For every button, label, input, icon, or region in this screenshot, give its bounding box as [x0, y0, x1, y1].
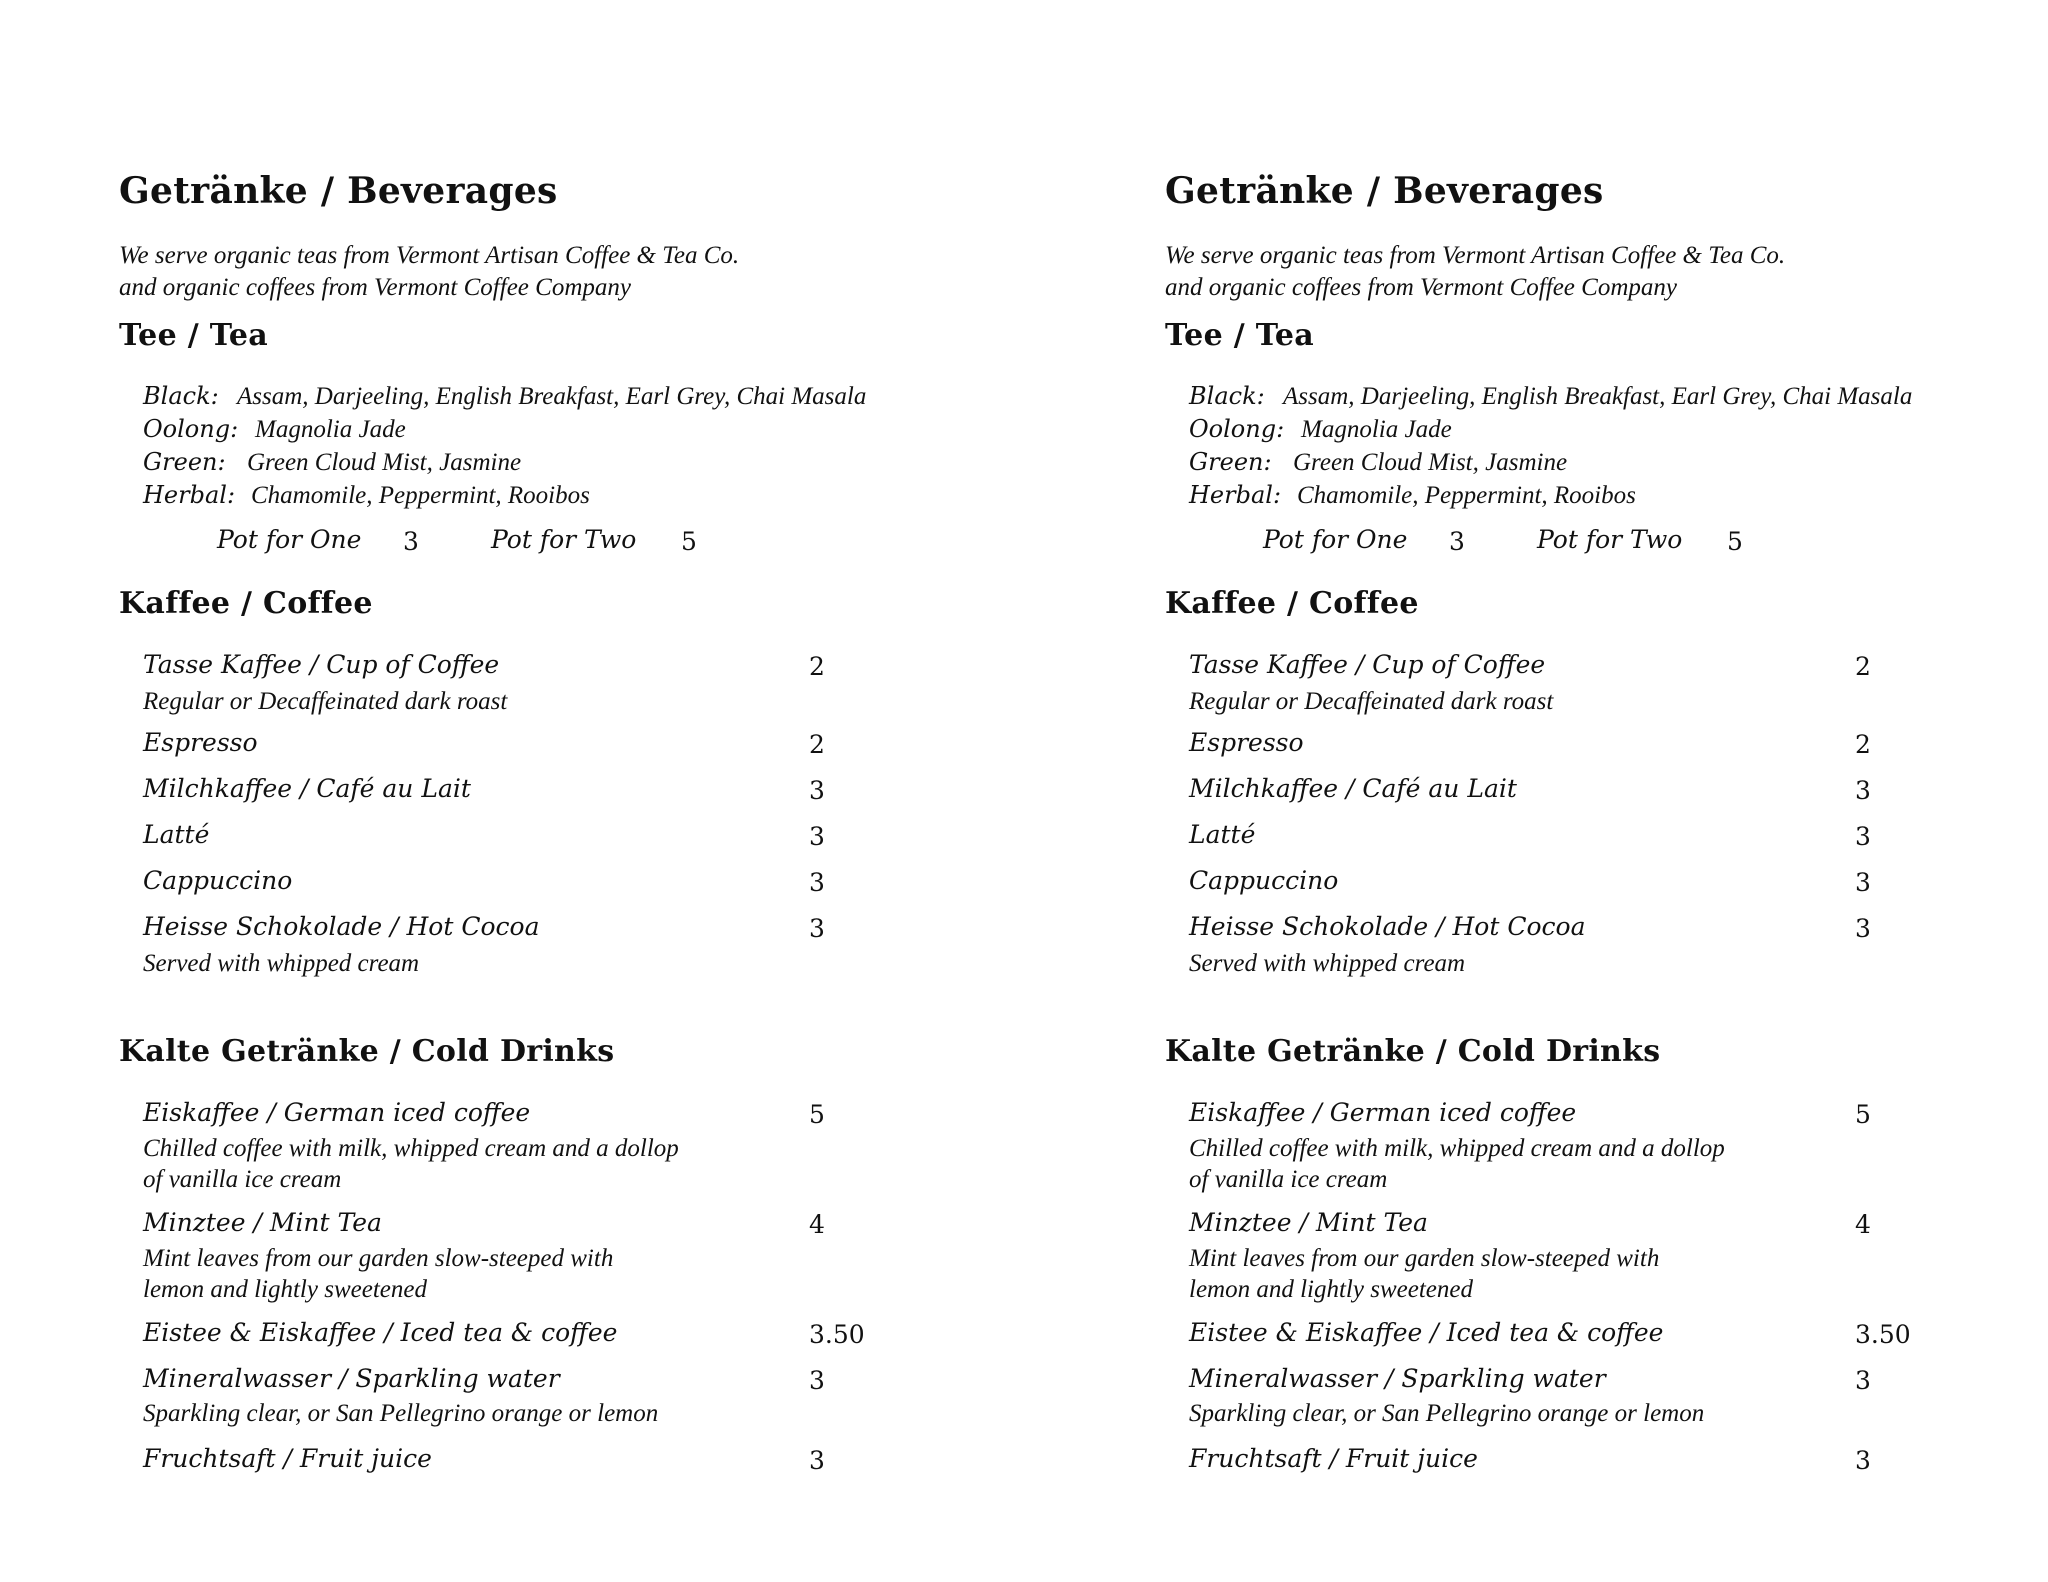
menu-item-price: 4: [1855, 1210, 1871, 1239]
menu-page-right: [1165, 0, 2048, 1582]
menu-item-price: 3: [1855, 776, 1871, 805]
menu-item-price: 3.50: [809, 1320, 865, 1349]
menu-item-name: Latté: [1189, 820, 1256, 849]
tea-label: Black:: [143, 382, 219, 410]
menu-item-price: 4: [809, 1210, 825, 1239]
coffee-heading: Kaffee / Coffee: [1165, 586, 1419, 621]
menu-item-name: Mineralwasser / Sparkling water: [1189, 1364, 1606, 1393]
tea-varieties: Chamomile, Peppermint, Rooibos: [251, 482, 590, 509]
menu-item-description: [1189, 1133, 1725, 1195]
menu-item-price: 3: [1855, 868, 1871, 897]
tea-varieties: Green Cloud Mist, Jasmine: [1293, 449, 1568, 476]
menu-item-price: 3: [1855, 1366, 1871, 1395]
pot-for-one-label: Pot for One: [217, 525, 362, 554]
menu-item-price: 5: [809, 1100, 825, 1129]
menu-item-name: Fruchtsaft / Fruit juice: [1189, 1444, 1478, 1473]
tea-heading: Tee / Tea: [1165, 318, 1315, 353]
menu-item-name: Espresso: [143, 728, 258, 757]
menu-item-name: Minztee / Mint Tea: [143, 1208, 382, 1237]
menu-item-description-line: Chilled coffee with milk, whipped cream and a dollop: [1189, 1135, 1725, 1162]
coffee-heading: Kaffee / Coffee: [119, 586, 373, 621]
menu-item-price: 2: [809, 652, 825, 681]
tea-label: Herbal:: [143, 481, 236, 509]
menu-item-name: Eiskaffee / German iced coffee: [1189, 1098, 1577, 1127]
tea-varieties: Magnolia Jade: [255, 416, 406, 443]
pot-for-two-label: Pot for Two: [491, 525, 637, 554]
tea-label: Green:: [1189, 448, 1272, 476]
menu-item-name: Cappuccino: [1189, 866, 1339, 895]
menu-item-description: Served with whipped cream: [1189, 950, 1466, 977]
tea-line-green: [1189, 448, 1567, 477]
menu-item-name: Tasse Kaffee / Cup of Coffee: [143, 650, 500, 679]
menu-item-price: 3: [809, 868, 825, 897]
menu-item-price: 3: [1855, 822, 1871, 851]
tea-heading: Tee / Tea: [119, 318, 269, 353]
menu-item-name: Eistee & Eiskaffee / Iced tea & coffee: [1189, 1318, 1664, 1347]
tea-label: Herbal:: [1189, 481, 1282, 509]
tea-varieties: Green Cloud Mist, Jasmine: [247, 449, 522, 476]
menu-item-name: Minztee / Mint Tea: [1189, 1208, 1428, 1237]
tea-line-oolong: [1189, 415, 1452, 444]
menu-item-price: 5: [1855, 1100, 1871, 1129]
pot-for-one-label: Pot for One: [1263, 525, 1408, 554]
menu-item-price: 2: [1855, 730, 1871, 759]
menu-item-name: Cappuccino: [143, 866, 293, 895]
menu-item-name: Heisse Schokolade / Hot Cocoa: [143, 912, 540, 941]
intro-line-2: and organic coffees from Vermont Coffee Company: [1165, 274, 1677, 301]
menu-item-name: Fruchtsaft / Fruit juice: [143, 1444, 432, 1473]
menu-item-price: 3.50: [1855, 1320, 1911, 1349]
tea-label: Black:: [1189, 382, 1265, 410]
intro-line-1: We serve organic teas from Vermont Artisan Coffee & Tea Co.: [119, 242, 740, 269]
menu-item-description: [143, 1243, 613, 1305]
tea-label: Oolong:: [1189, 415, 1285, 443]
menu-item-price: 3: [809, 776, 825, 805]
menu-item-price: 2: [809, 730, 825, 759]
menu-item-price: 3: [809, 1366, 825, 1395]
menu-item-price: 3: [809, 1446, 825, 1475]
menu-item-description: Regular or Decaffeinated dark roast: [143, 688, 508, 715]
menu-item-description-line: lemon and lightly sweetened: [1189, 1276, 1473, 1303]
tea-varieties: Magnolia Jade: [1301, 416, 1452, 443]
menu-page-left: [119, 0, 1119, 1582]
menu-item-name: Eistee & Eiskaffee / Iced tea & coffee: [143, 1318, 618, 1347]
pot-for-one-price: 3: [403, 527, 419, 556]
tea-varieties: Assam, Darjeeling, English Breakfast, Earl Grey, Chai Masala: [1283, 383, 1913, 410]
menu-item-description: Regular or Decaffeinated dark roast: [1189, 688, 1554, 715]
menu-item-price: 3: [809, 914, 825, 943]
menu-item-name: Heisse Schokolade / Hot Cocoa: [1189, 912, 1586, 941]
tea-line-black: [1189, 382, 1912, 411]
tea-label: Oolong:: [143, 415, 239, 443]
tea-line-green: [143, 448, 521, 477]
menu-item-description-line: of vanilla ice cream: [1189, 1166, 1388, 1193]
menu-item-description: Served with whipped cream: [143, 950, 420, 977]
intro-text: [119, 240, 739, 304]
menu-item-description-line: Mint leaves from our garden slow-steeped with: [143, 1245, 614, 1272]
menu-item-price: 3: [809, 822, 825, 851]
menu-item-name: Mineralwasser / Sparkling water: [143, 1364, 560, 1393]
tea-line-herbal: [1189, 481, 1636, 510]
menu-item-description-line: Chilled coffee with milk, whipped cream and a dollop: [143, 1135, 679, 1162]
menu-item-name: Espresso: [1189, 728, 1304, 757]
pot-for-two-label: Pot for Two: [1537, 525, 1683, 554]
menu-item-name: Eiskaffee / German iced coffee: [143, 1098, 531, 1127]
tea-varieties: Chamomile, Peppermint, Rooibos: [1297, 482, 1636, 509]
pot-for-two-price: 5: [681, 527, 697, 556]
menu-item-price: 3: [1855, 1446, 1871, 1475]
menu-item-name: Latté: [143, 820, 210, 849]
tea-varieties: Assam, Darjeeling, English Breakfast, Earl Grey, Chai Masala: [237, 383, 867, 410]
menu-item-name: Tasse Kaffee / Cup of Coffee: [1189, 650, 1546, 679]
tea-line-black: [143, 382, 866, 411]
menu-item-description-line: lemon and lightly sweetened: [143, 1276, 427, 1303]
tea-label: Green:: [143, 448, 226, 476]
menu-item-description: Sparkling clear, or San Pellegrino orange or lemon: [143, 1400, 659, 1427]
menu-item-description-line: Mint leaves from our garden slow-steeped with: [1189, 1245, 1660, 1272]
menu-item-name: Milchkaffee / Café au Lait: [1189, 774, 1517, 803]
cold-drinks-heading: Kalte Getränke / Cold Drinks: [1165, 1034, 1661, 1069]
intro-text: [1165, 240, 1785, 304]
tea-line-oolong: [143, 415, 406, 444]
menu-item-price: 2: [1855, 652, 1871, 681]
menu-item-description: [143, 1133, 679, 1195]
menu-title: Getränke / Beverages: [119, 170, 558, 212]
menu-item-price: 3: [1855, 914, 1871, 943]
tea-line-herbal: [143, 481, 590, 510]
menu-item-description-line: of vanilla ice cream: [143, 1166, 342, 1193]
menu-title: Getränke / Beverages: [1165, 170, 1604, 212]
menu-item-name: Milchkaffee / Café au Lait: [143, 774, 471, 803]
pot-for-one-price: 3: [1449, 527, 1465, 556]
intro-line-2: and organic coffees from Vermont Coffee Company: [119, 274, 631, 301]
pot-for-two-price: 5: [1727, 527, 1743, 556]
menu-item-description: [1189, 1243, 1659, 1305]
intro-line-1: We serve organic teas from Vermont Artisan Coffee & Tea Co.: [1165, 242, 1786, 269]
menu-item-description: Sparkling clear, or San Pellegrino orange or lemon: [1189, 1400, 1705, 1427]
cold-drinks-heading: Kalte Getränke / Cold Drinks: [119, 1034, 615, 1069]
